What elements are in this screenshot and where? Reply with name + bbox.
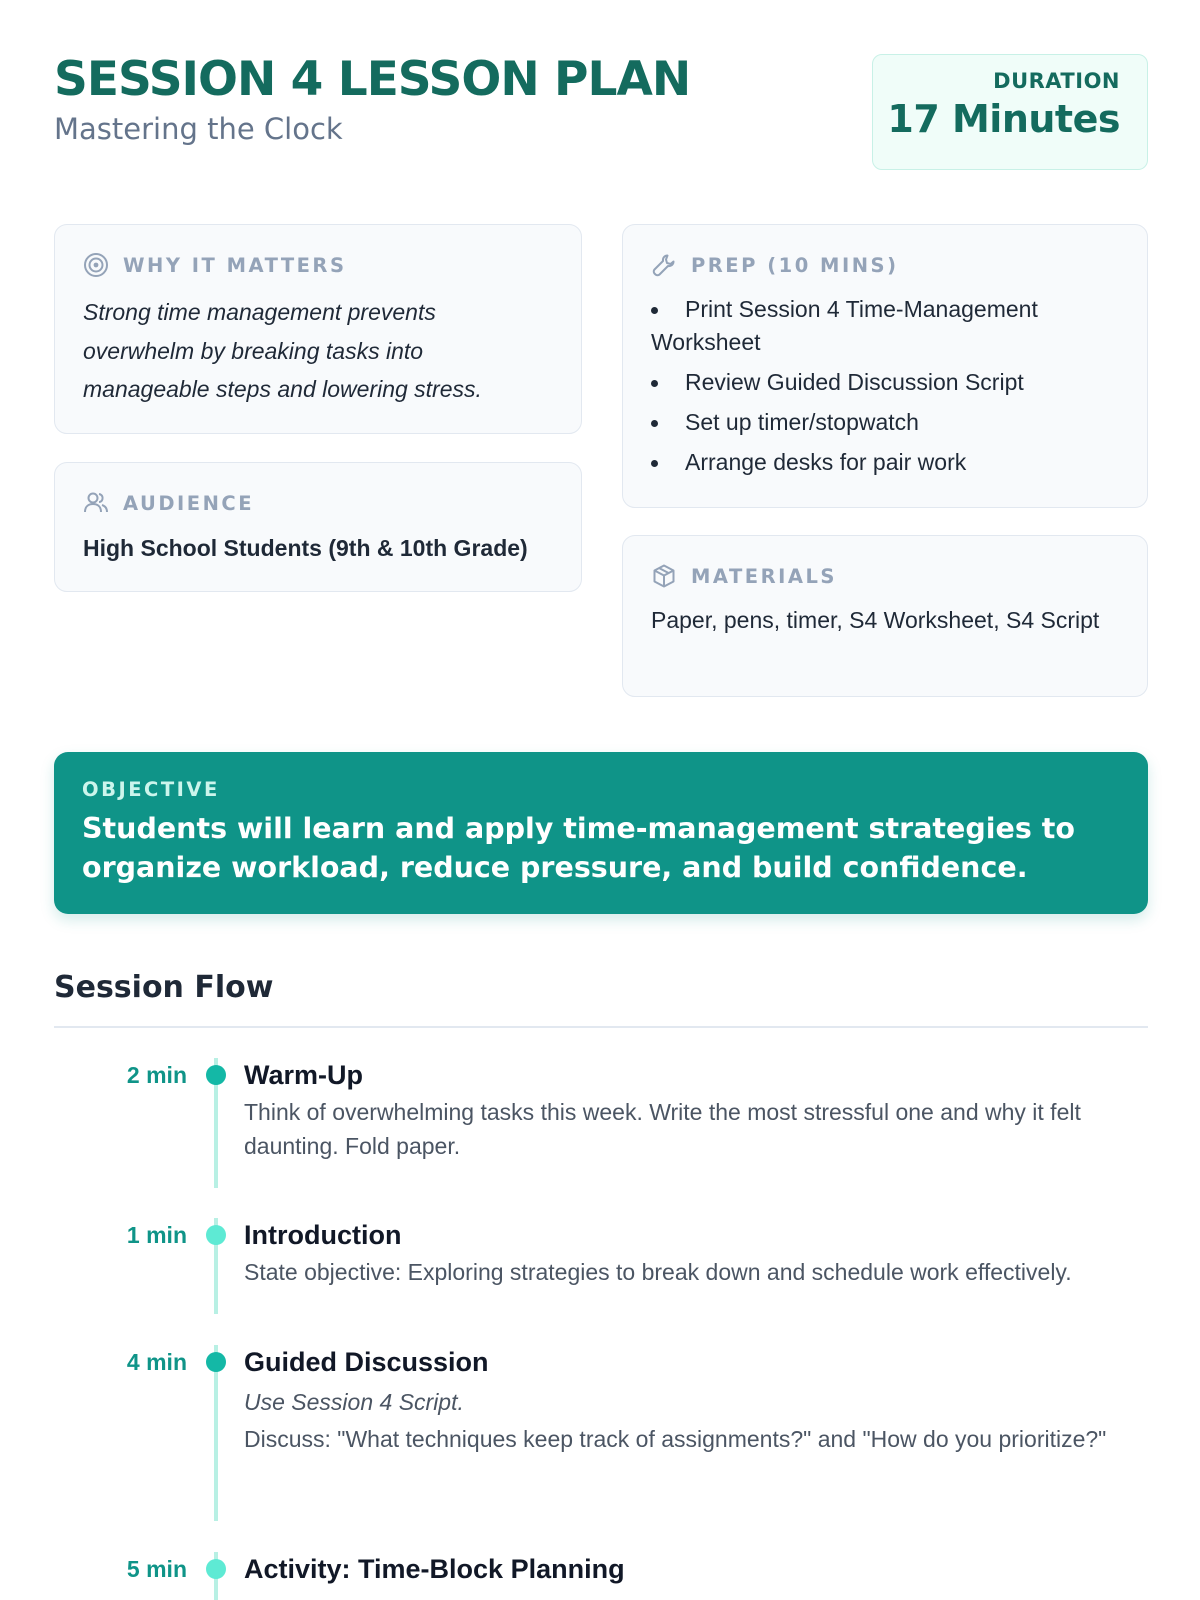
prep-item: Print Session 4 Time-Management Worksheet xyxy=(651,293,1119,359)
prep-list xyxy=(651,293,1119,479)
step-time: 4 min xyxy=(126,1349,187,1375)
timeline-dot xyxy=(206,1352,226,1372)
step-note: Use Session 4 Script. xyxy=(244,1389,464,1415)
materials-text: Paper, pens, timer, S4 Worksheet, S4 Script xyxy=(651,607,1100,633)
materials-title: MATERIALS xyxy=(691,564,837,588)
why-it-matters-card xyxy=(54,224,582,434)
users-icon xyxy=(83,490,109,516)
session-flow-title: Session Flow xyxy=(54,970,274,1005)
box-icon xyxy=(651,563,677,589)
timeline-dot xyxy=(206,1225,226,1245)
objective-text: Students will learn and apply time-management strategies to organize workload, reduce pressure, and build confidence. xyxy=(82,812,1075,884)
page-header xyxy=(54,50,1148,180)
step-description: Discuss: "What techniques keep track of assignments?" and "How do you prioritize?" xyxy=(244,1426,1107,1452)
step-title: Introduction xyxy=(244,1220,402,1250)
target-icon xyxy=(83,252,109,278)
audience-title: AUDIENCE xyxy=(123,491,255,515)
step-time: 5 min xyxy=(126,1556,187,1582)
why-it-matters-text: Strong time management prevents overwhelm by breaking tasks into manageable steps and lowering stress. xyxy=(83,299,482,402)
step-time: 2 min xyxy=(126,1062,187,1088)
timeline-dot xyxy=(206,1065,226,1085)
step-title: Activity: Time-Block Planning xyxy=(244,1554,625,1584)
objective-banner xyxy=(54,752,1148,914)
prep-title: PREP (10 MINS) xyxy=(691,253,899,277)
prep-item: Arrange desks for pair work xyxy=(651,446,1119,479)
audience-text: High School Students (9th & 10th Grade) xyxy=(83,535,528,561)
duration-badge xyxy=(872,54,1148,170)
prep-item: Review Guided Discussion Script xyxy=(651,366,1119,399)
materials-card xyxy=(622,535,1148,697)
step-description: Think of overwhelming tasks this week. Write the most stressful one and why it felt daunting. Fold paper. xyxy=(244,1099,1081,1159)
step-description: State objective: Exploring strategies to break down and schedule work effectively. xyxy=(244,1259,1072,1285)
duration-value: 17 Minutes xyxy=(887,97,1120,141)
prep-item: Set up timer/stopwatch xyxy=(651,406,1119,439)
page-title: SESSION 4 LESSON PLAN xyxy=(54,52,691,107)
why-it-matters-title: WHY IT MATTERS xyxy=(123,253,347,277)
objective-label: OBJECTIVE xyxy=(82,778,220,801)
duration-label: DURATION xyxy=(993,69,1120,93)
wrench-icon xyxy=(651,252,677,278)
step-title: Warm-Up xyxy=(244,1060,363,1090)
timeline-dot xyxy=(206,1559,226,1579)
step-title: Guided Discussion xyxy=(244,1347,489,1377)
audience-card xyxy=(54,462,582,592)
prep-card xyxy=(622,224,1148,508)
divider xyxy=(54,1026,1148,1028)
page-subtitle: Mastering the Clock xyxy=(54,112,343,146)
step-time: 1 min xyxy=(126,1222,187,1248)
